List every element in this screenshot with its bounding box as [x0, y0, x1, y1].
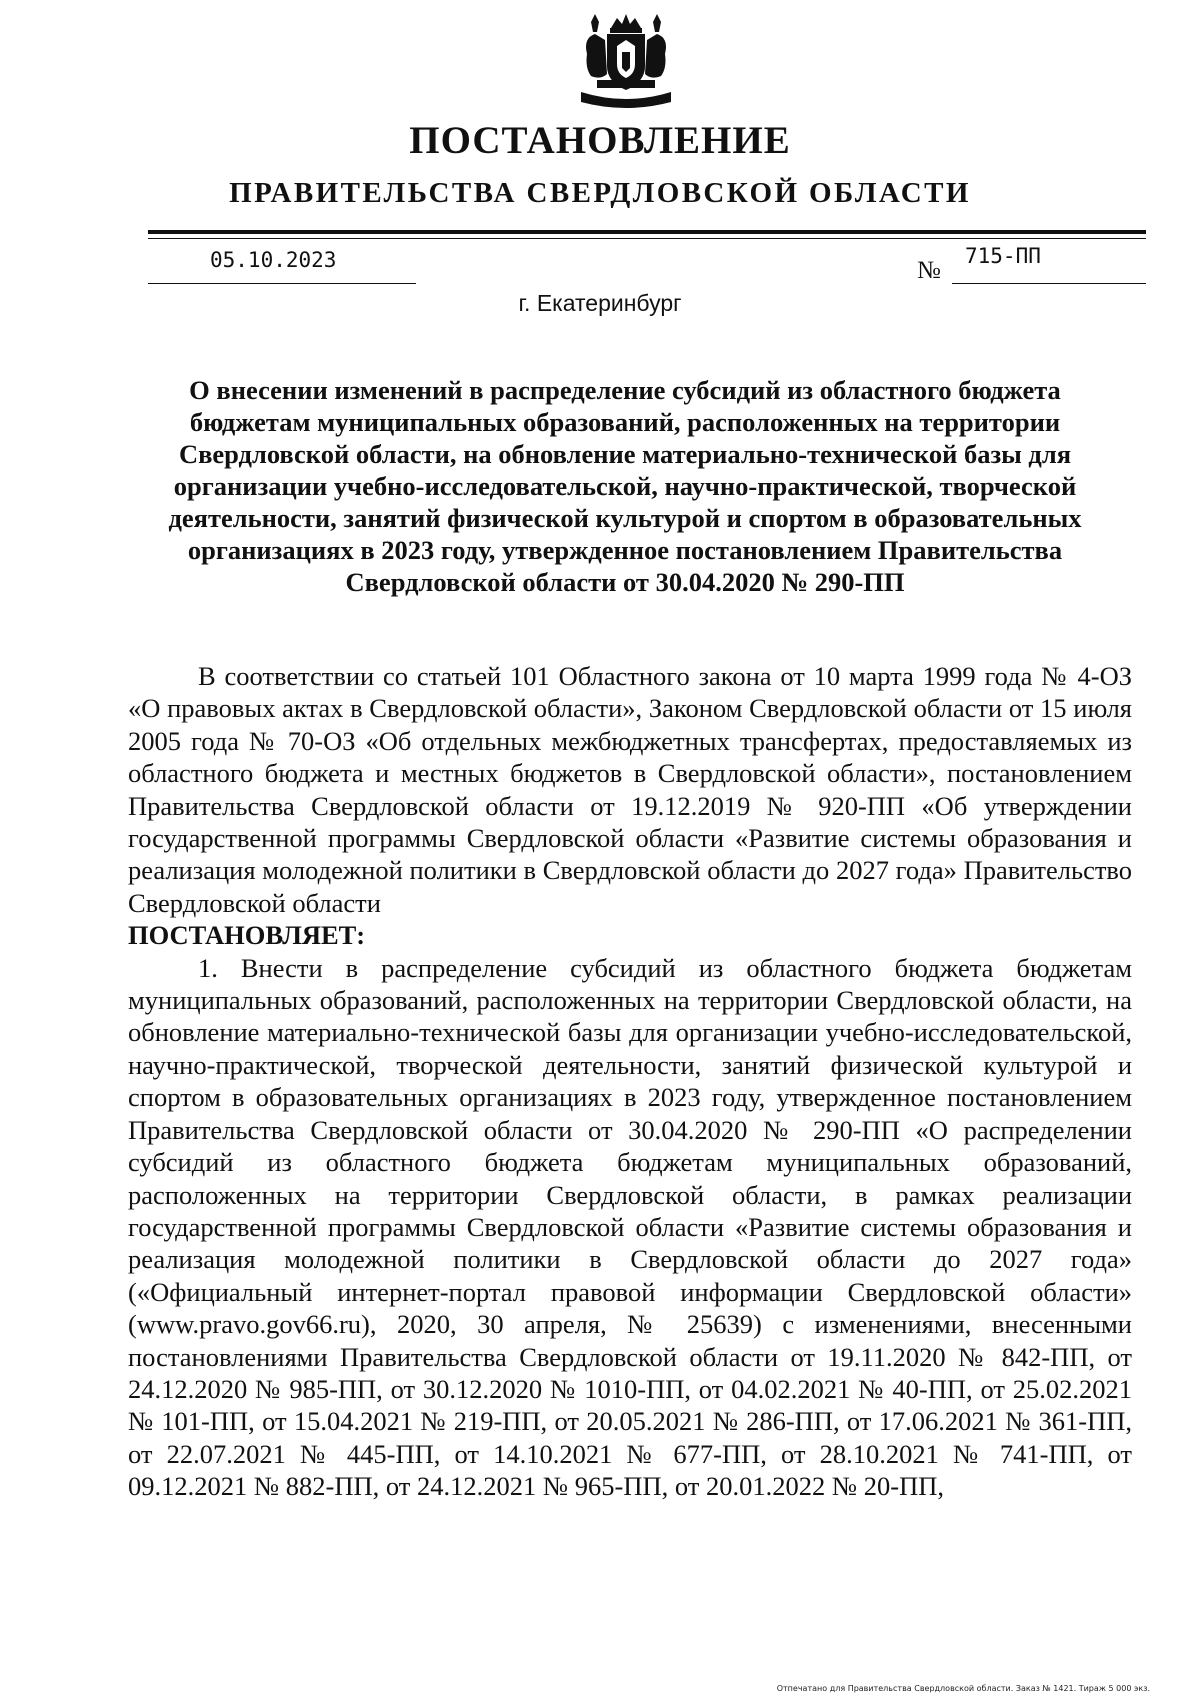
coat-of-arms-icon [577, 14, 675, 114]
document-heading: О внесении изменений в распределение субсидий из областного бюджета бюджетам муниципальных образований, расположенных на территории Свердловской области, на обновление материально-технической базы для организации учебно-исследовательской, научно-практической, творческой деятельности, занятий физической культурой и спортом в образовательных организациях в 2023 году, утвержденное постановлением Правительства Свердловской области от 30.04.2020 № 290-ПП [168, 375, 1082, 597]
document-date: 05.10.2023 [210, 248, 337, 272]
header-divider-thin [148, 238, 1146, 239]
document-number: 715-ПП [965, 244, 1041, 268]
print-footer: Отпечатано для Правительства Свердловской области. Заказ № 1421. Тираж 5 000 экз. [776, 1684, 1150, 1693]
document-title: ПОСТАНОВЛЕНИЕ [409, 119, 791, 162]
preamble-paragraph: В соответствии со статьей 101 Областного закона от 10 марта 1999 года № 4-ОЗ «О правовых актах в Свердловской области», Законом Свердловской области от 15 июля 2005 года № 70-ОЗ «Об отдельных межбюджетных трансфертах, предоставляемых из областного бюджета и местных бюджетов в Свердловской области», постановлением Правительства Свердловской области от 19.12.2019 № 920-ПП «Об утверждении государственной программы Свердловской области «Развитие системы образования и реализация молодежной политики в Свердловской области до 2027 года» Правительство Свердловской области [128, 661, 1132, 918]
issuing-authority: ПРАВИТЕЛЬСТВА СВЕРДЛОВСКОЙ ОБЛАСТИ [229, 177, 971, 209]
document-body [128, 660, 1132, 1503]
number-sign: № [917, 257, 941, 284]
header-divider-thick [148, 230, 1146, 234]
number-underline [952, 283, 1146, 284]
city: г. Екатеринбург [518, 290, 682, 316]
date-underline [148, 283, 416, 284]
decree-keyword: ПОСТАНОВЛЯЕТ: [128, 920, 366, 951]
point-1-paragraph: 1. Внести в распределение субсидий из областного бюджета бюджетам муниципальных образований, расположенных на территории Свердловской области, на обновление материально-технической базы для организации учебно-исследовательской, научно-практической, творческой деятельности, занятий физической культурой и спортом в образовательных организациях в 2023 году, утвержденное постановлением Правительства Свердловской области от 30.04.2020 № 290-ПП «О распределении субсидий из областного бюджета бюджетам муниципальных образований, расположенных на территории Свердловской области, в рамках реализации государственной программы Свердловской области «Развитие системы образования и реализация молодежной политики в Свердловской области до 2027 года» («Официальный интернет-портал правовой информации Свердловской области» (www.pravo.gov66.ru), 2020, 30 апреля, № 25639) с изменениями, внесенными постановлениями Правительства Свердловской области от 19.11.2020 № 842-ПП, от 24.12.2020 № 985-ПП, от 30.12.2020 № 1010-ПП, от 04.02.2021 № 40-ПП, от 25.02.2021 № 101-ПП, от 15.04.2021 № 219-ПП, от 20.05.2021 № 286-ПП, от 17.06.2021 № 361-ПП, от 22.07.2021 № 445-ПП, от 14.10.2021 № 677-ПП, от 28.10.2021 № 741-ПП, от 09.12.2021 № 882-ПП, от 24.12.2021 № 965-ПП, от 20.01.2022 № 20-ПП, [128, 952, 1132, 1502]
